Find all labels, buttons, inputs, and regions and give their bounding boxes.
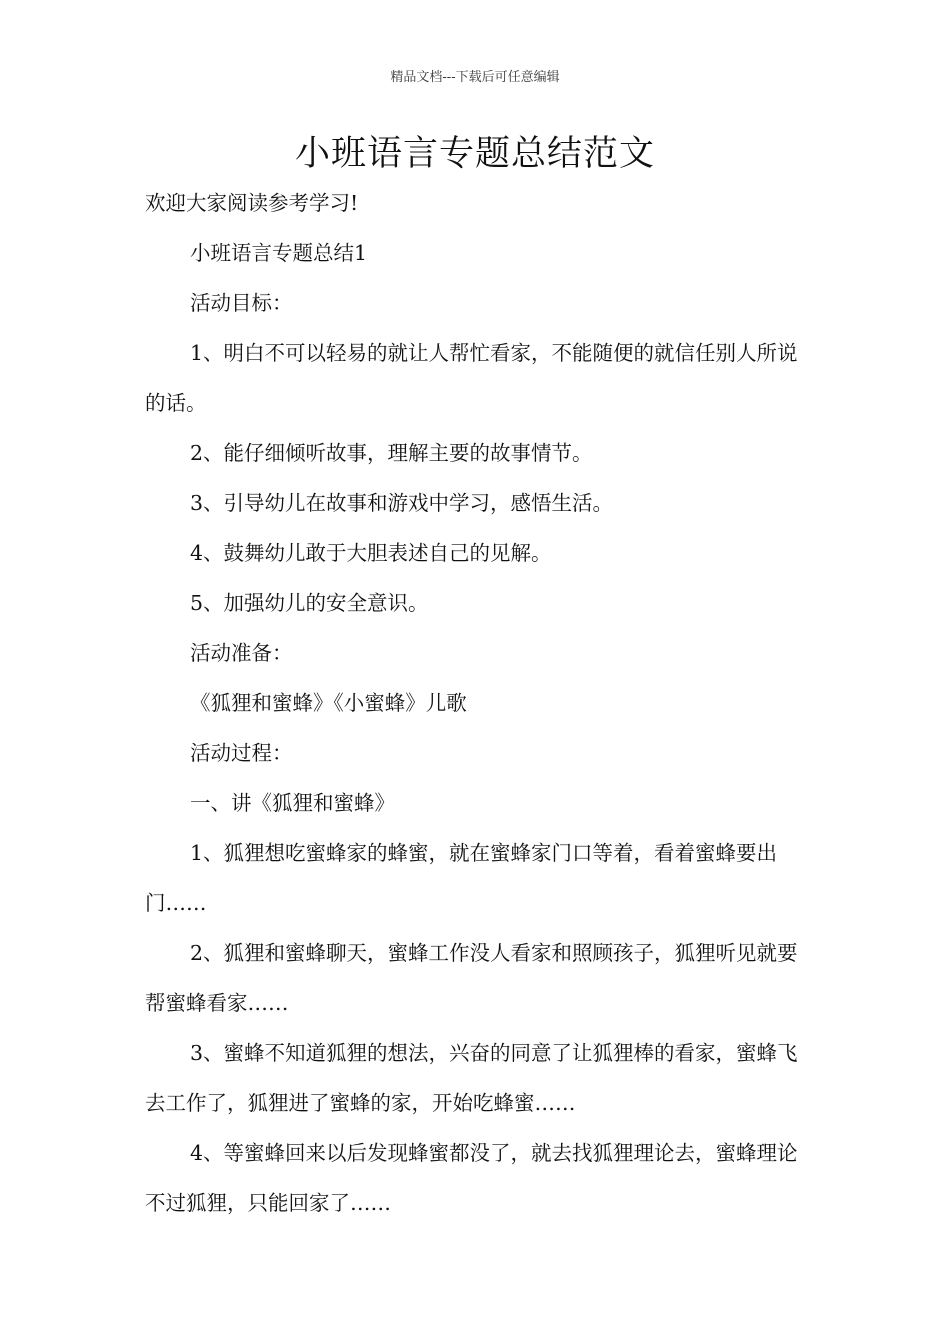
paragraph: 4、鼓舞幼儿敢于大胆表述自己的见解。 (190, 541, 552, 565)
paragraph: 5、加强幼儿的安全意识。 (190, 591, 429, 615)
header-note: 精品文档---下载后可任意编辑 (390, 70, 560, 85)
document-title: 小班语言专题总结范文 (294, 134, 655, 174)
paragraph: 活动准备： (190, 641, 293, 665)
section-heading: 小班语言专题总结1 (190, 241, 368, 265)
paragraph: 3、蜜蜂不知道狐狸的想法，兴奋的同意了让狐狸棒的看家，蜜蜂飞去工作了，狐狸进了蜜蜂的家，开始吃蜂蜜…… (145, 1041, 798, 1115)
paragraph: 1、明白不可以轻易的就让人帮忙看家，不能随便的就信任别人所说的话。 (145, 341, 798, 415)
paragraph: 活动目标： (190, 291, 293, 315)
paragraph: 1、狐狸想吃蜜蜂家的蜂蜜，就在蜜蜂家门口等着，看着蜜蜂要出门…… (145, 841, 778, 915)
paragraph: 《狐狸和蜜蜂》《小蜜蜂》儿歌 (190, 691, 467, 715)
paragraph: 2、能仔细倾听故事，理解主要的故事情节。 (190, 441, 593, 465)
paragraph: 2、狐狸和蜜蜂聊天，蜜蜂工作没人看家和照顾孩子，狐狸听见就要帮蜜蜂看家…… (145, 941, 798, 1015)
paragraph: 4、等蜜蜂回来以后发现蜂蜜都没了，就去找狐狸理论去，蜜蜂理论不过狐狸，只能回家了…… (145, 1141, 798, 1215)
paragraph: 3、引导幼儿在故事和游戏中学习，感悟生活。 (190, 491, 614, 515)
paragraph: 一、讲《狐狸和蜜蜂》 (190, 791, 395, 815)
intro-line: 欢迎大家阅读参考学习! (145, 191, 359, 215)
document-body (145, 178, 807, 1228)
paragraph: 活动过程： (190, 741, 293, 765)
